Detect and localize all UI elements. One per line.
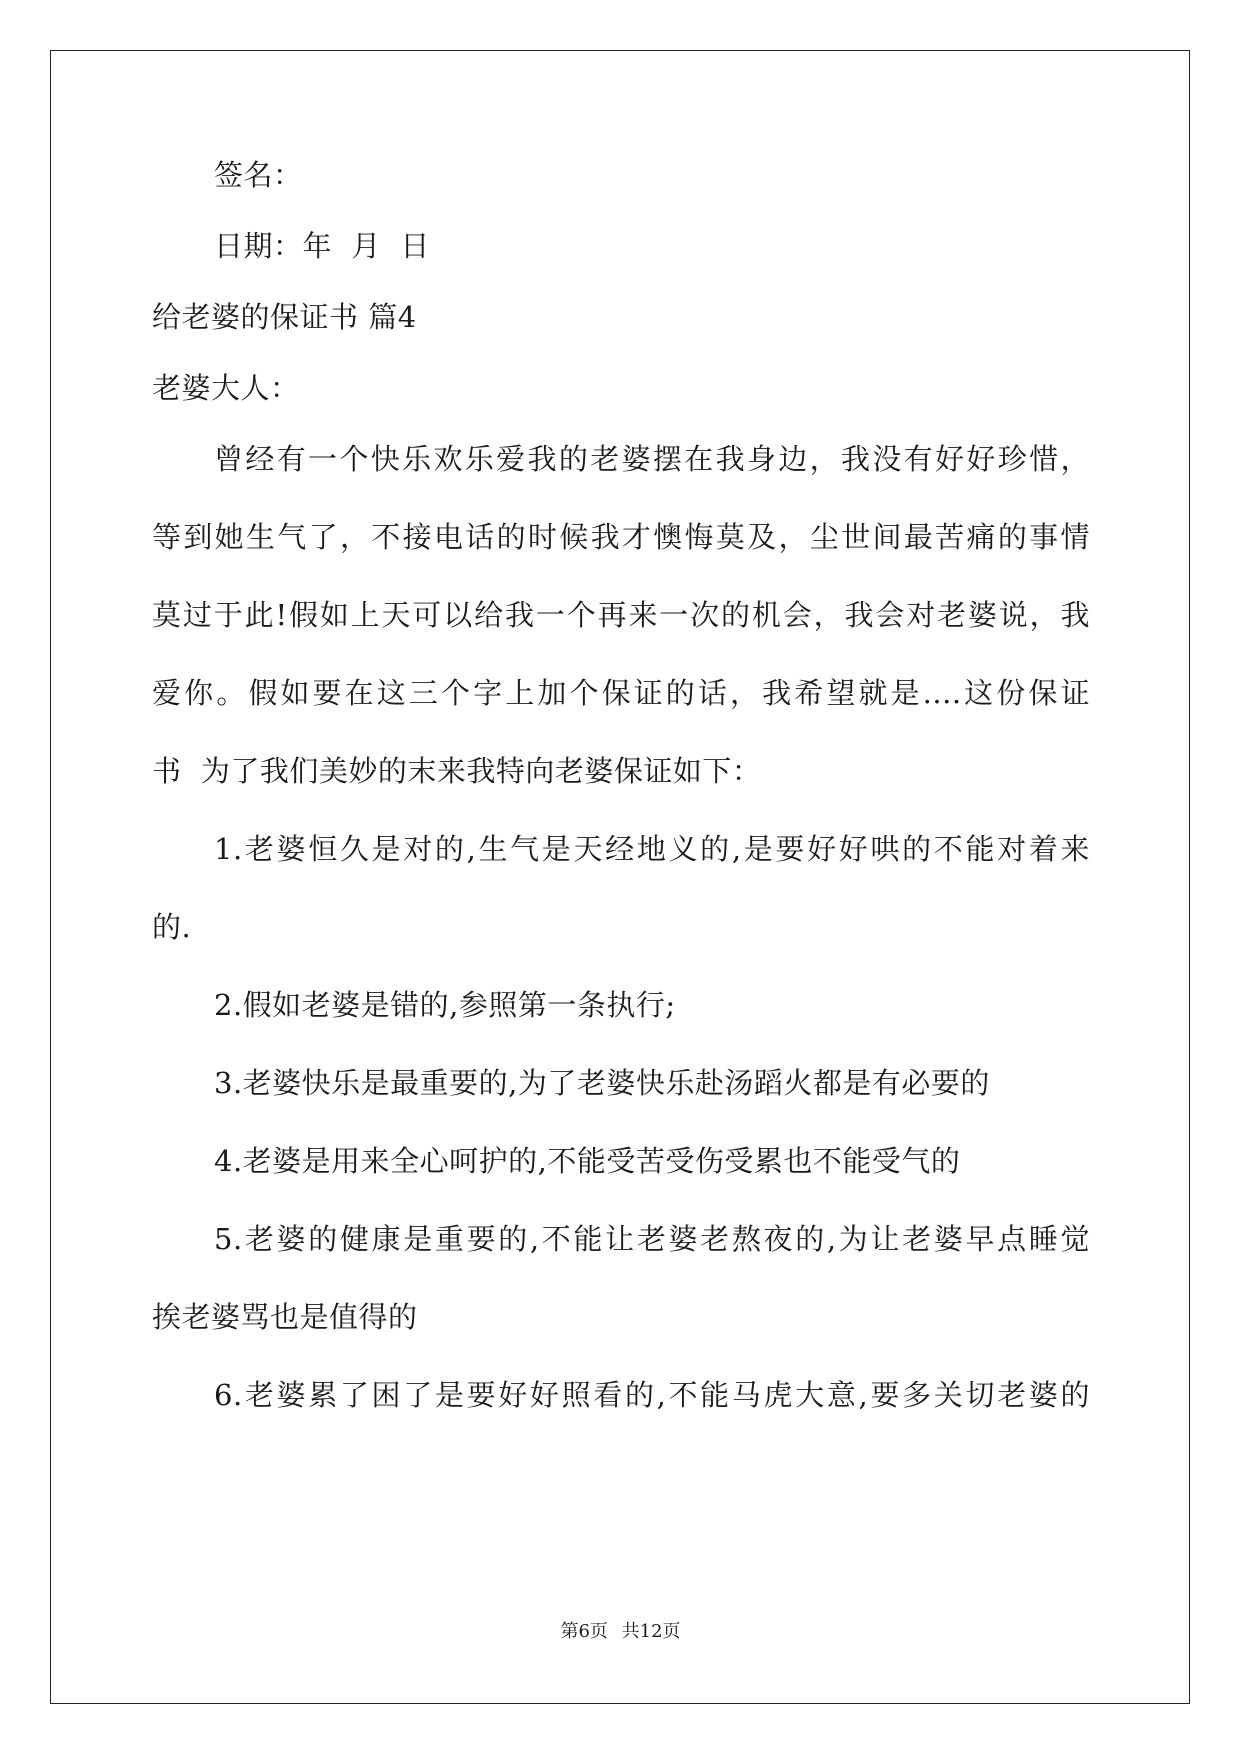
paragraph-line: 莫过于此!假如上天可以给我一个再来一次的机会，我会对老婆说，我	[152, 598, 1090, 632]
page-current: 第6页	[560, 1621, 608, 1642]
list-item: 5.老婆的健康是重要的,不能让老婆老熬夜的,为让老婆早点睡觉	[214, 1222, 1090, 1256]
paragraph-line: 书 为了我们美妙的末来我特向老婆保证如下：	[152, 754, 762, 788]
page-frame	[50, 50, 1190, 1704]
section-title: 给老婆的保证书 篇4	[152, 300, 417, 334]
list-item: 6.老婆累了困了是要好好照看的,不能马虎大意,要多关切老婆的	[214, 1378, 1090, 1412]
list-item: 1.老婆恒久是对的,生气是天经地义的,是要好好哄的不能对着来	[214, 832, 1090, 866]
paragraph-line: 爱你。假如要在这三个字上加个保证的话，我希望就是....这份保证	[152, 676, 1090, 710]
salutation: 老婆大人：	[152, 371, 300, 405]
list-item: 3.老婆快乐是最重要的,为了老婆快乐赴汤蹈火都是有必要的	[214, 1066, 990, 1100]
list-item-continuation: 的.	[152, 910, 192, 944]
page-total: 共12页	[621, 1621, 681, 1642]
paragraph-line: 曾经有一个快乐欢乐爱我的老婆摆在我身边，我没有好好珍惜，	[214, 442, 1090, 476]
list-item: 4.老婆是用来全心呵护的,不能受苦受伤受累也不能受气的	[214, 1144, 961, 1178]
list-item-continuation: 挨老婆骂也是值得的	[152, 1300, 418, 1334]
list-item: 2.假如老婆是错的,参照第一条执行;	[214, 988, 676, 1022]
page-footer	[0, 1621, 1241, 1643]
paragraph-line: 等到她生气了，不接电话的时候我才懊悔莫及，尘世间最苦痛的事情	[152, 520, 1090, 554]
signature-label: 签名：	[214, 158, 303, 192]
date-label: 日期：年 月 日	[214, 229, 430, 263]
